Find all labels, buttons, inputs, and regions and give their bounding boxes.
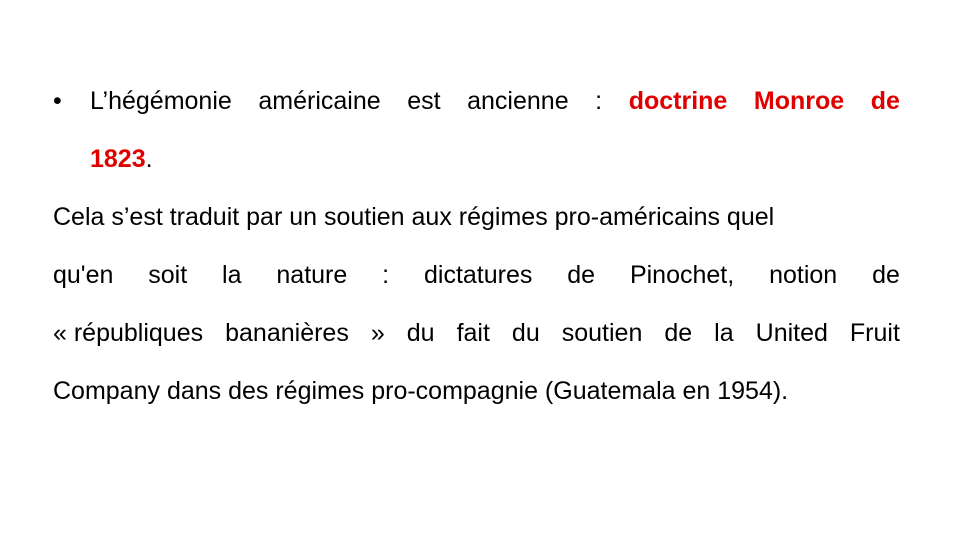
bullet-line-1 <box>53 72 900 130</box>
paragraph-word: de <box>664 319 693 347</box>
bullet-word: américaine <box>258 87 381 115</box>
paragraph-line-1: Cela s’est traduit par un soutien aux régimes pro-américains quel <box>53 203 775 231</box>
paragraph-word: de <box>872 261 900 289</box>
paragraph-line-3 <box>53 304 900 362</box>
paragraph-word: soit <box>148 261 188 289</box>
bullet-word: ancienne <box>467 87 569 115</box>
bullet-icon: • <box>53 87 62 115</box>
paragraph-word: fait <box>456 319 490 347</box>
bullet-word: est <box>407 87 441 115</box>
paragraph-word: Fruit <box>849 319 900 347</box>
slide-text-block <box>53 72 900 420</box>
bullet-word: L’hégémonie <box>90 87 232 115</box>
highlight-word: Monroe <box>753 87 845 115</box>
paragraph-line-4: Company dans des régimes pro-compagnie (Guatemala en 1954). <box>53 377 789 405</box>
period: . <box>145 145 153 173</box>
paragraph-word: du <box>406 319 435 347</box>
paragraph-word: de <box>567 261 596 289</box>
paragraph-word: soutien <box>561 319 643 347</box>
highlight-word: de <box>870 87 900 115</box>
highlight-year: 1823 <box>90 145 146 173</box>
paragraph-word: Pinochet, <box>629 261 735 289</box>
paragraph-word: du <box>511 319 540 347</box>
paragraph-word: nature <box>276 261 348 289</box>
highlight-word: doctrine <box>628 87 728 115</box>
paragraph-word: la <box>222 261 242 289</box>
paragraph-word: notion <box>769 261 838 289</box>
paragraph-word: United <box>755 319 828 347</box>
paragraph-word: dictatures <box>423 261 533 289</box>
paragraph-word: la <box>714 319 734 347</box>
bullet-word: : <box>595 87 603 115</box>
paragraph-word: « républiques <box>53 319 204 347</box>
bullet-line-2 <box>53 130 900 188</box>
paragraph-word: : <box>382 261 390 289</box>
paragraph-line-2 <box>53 246 900 304</box>
paragraph-word: qu'en <box>53 261 114 289</box>
paragraph-word: » <box>370 319 385 347</box>
paragraph-word: bananières <box>225 319 349 347</box>
